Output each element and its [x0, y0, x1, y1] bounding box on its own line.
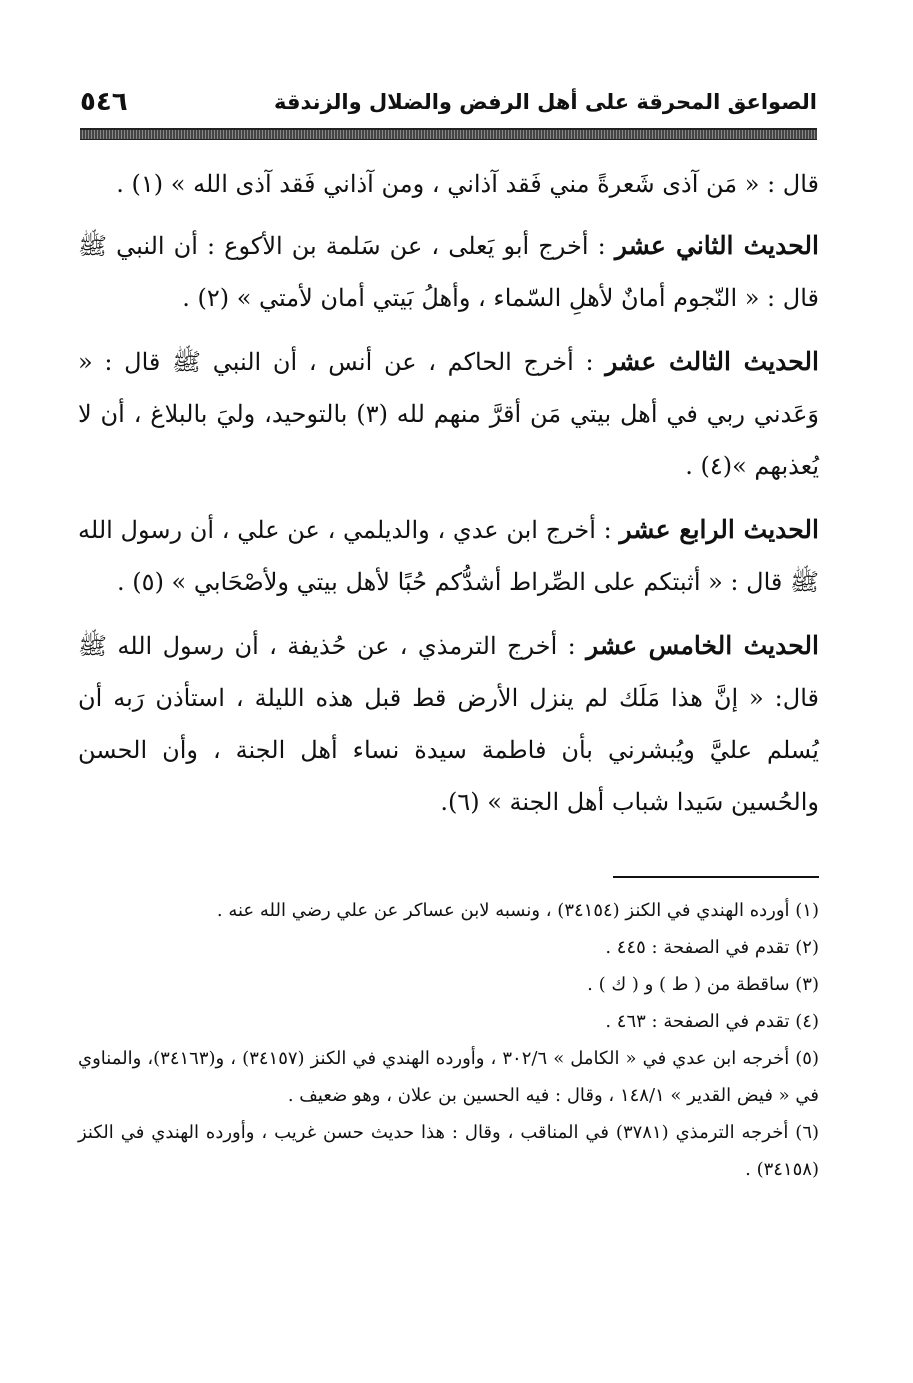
paragraph-text: : أخرج الحاكم ، عن أنس ، أن النبي ﷺ قال : « وَعَدني ربي في أهل بيتي مَن أقرَّ منهم لله (٣) بالتوحيد، وليَ بالبلاغ ، أن لا يُعذبهم »(٤) .	[78, 348, 820, 480]
paragraph	[78, 220, 819, 324]
paragraph	[78, 504, 819, 608]
paragraph	[78, 158, 819, 210]
header-rule	[80, 128, 817, 140]
hadith-heading: الحديث الخامس عشر	[586, 631, 819, 660]
footnotes	[78, 892, 819, 1188]
paragraph-text: : أخرج الترمذي ، عن حُذيفة ، أن رسول الله ﷺ قال: « إنَّ هذا مَلَك لم ينزل الأرض قط قبل هذه الليلة ، استأذن رَبه أن يُسلم عليَّ ويُبشرني بأن فاطمة سيدة نساء أهل الجنة ، وأن الحسن والحُسين سَيدا شباب أهل الجنة » (٦).	[78, 632, 819, 816]
paragraph-text: قال : « مَن آذى شَعرةً مني فَقد آذاني ، ومن آذاني فَقد آذى الله » (١) .	[116, 170, 819, 198]
footnote: (٦) أخرجه الترمذي (٣٧٨١) في المناقب ، وقال : هذا حديث حسن غريب ، وأورده الهندي في الكنز (٣٤١٥٨) .	[78, 1122, 820, 1180]
paragraph-text: : أخرج أبو يَعلى ، عن سَلمة بن الأكوع : أن النبي ﷺ قال : « النّجوم أمانٌ لأهلِ السّماء ، وأهلُ بَيتي أمان لأمتي » (٢) .	[78, 232, 819, 312]
page-header	[80, 84, 817, 120]
footnote: (٢) تقدم في الصفحة : ٤٤٥ .	[605, 937, 819, 958]
footnote: (١) أورده الهندي في الكنز (٣٤١٥٤) ، ونسبه لابن عساكر عن علي رضي الله عنه .	[216, 900, 819, 921]
hadith-heading: الحديث الثاني عشر	[614, 231, 819, 260]
footnote: (٤) تقدم في الصفحة : ٤٦٣ .	[605, 1011, 819, 1032]
footnote-separator	[613, 876, 819, 878]
page-number: ٥٤٦	[80, 87, 128, 117]
paragraph	[78, 620, 819, 828]
main-text	[78, 158, 819, 840]
paragraph	[78, 336, 819, 492]
running-title: الصواعق المحرقة على أهل الرفض والضلال والزندقة	[273, 90, 817, 114]
hadith-heading: الحديث الرابع عشر	[619, 515, 819, 544]
paragraph-text: : أخرج ابن عدي ، والديلمي ، عن علي ، أن رسول الله ﷺ قال : « أثبتكم على الصِّراط أشدُّكم حُبًا لأهل بيتي ولأصْحَابي » (٥) .	[78, 516, 819, 596]
footnote: (٣) ساقطة من ( ط ) و ( ك ) .	[587, 974, 819, 995]
hadith-heading: الحديث الثالث عشر	[605, 347, 819, 376]
footnote: (٥) أخرجه ابن عدي في « الكامل » ٣٠٢/٦ ، وأورده الهندي في الكنز (٣٤١٥٧) ، و(٣٤١٦٣)، والمناوي في « فيض القدير » ١٤٨/١ ، وقال : فيه الحسين بن علان ، وهو ضعيف .	[78, 1048, 819, 1106]
